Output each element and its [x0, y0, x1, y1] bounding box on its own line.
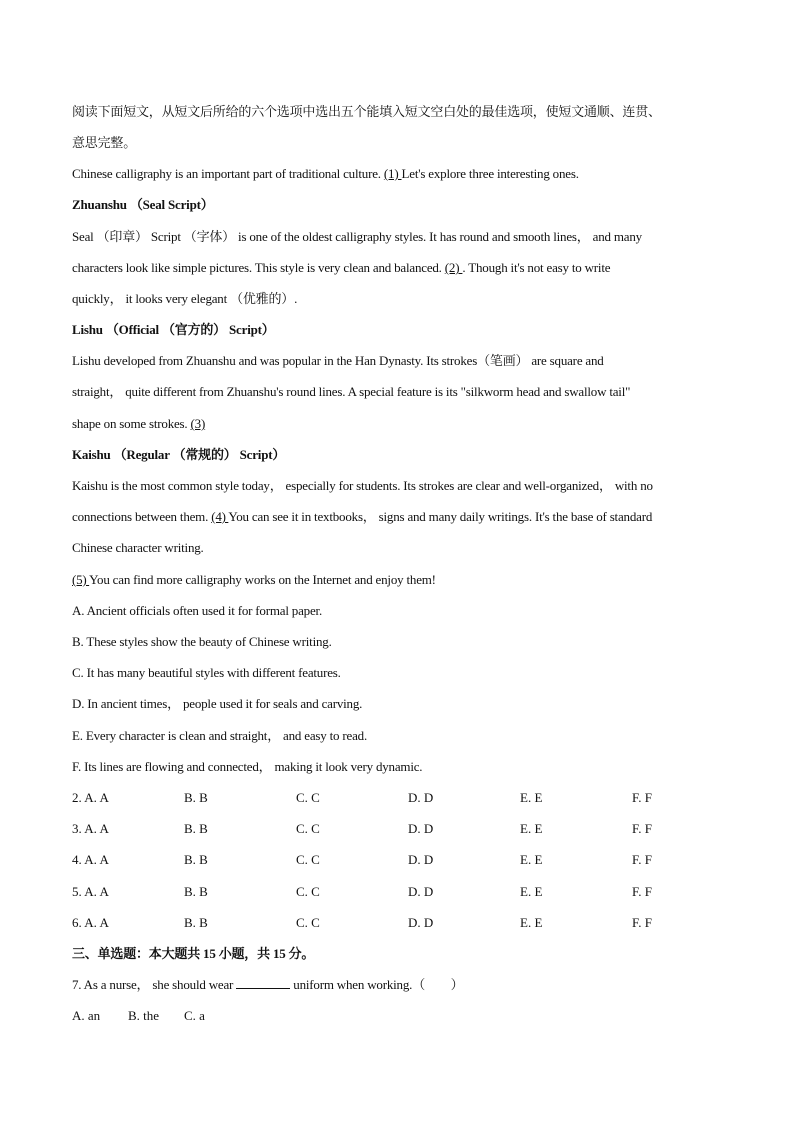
choice-e[interactable]: E. E — [520, 790, 543, 805]
choice-f[interactable]: F. F — [632, 915, 652, 930]
option-b: B. These styles show the beauty of Chinese writing. — [72, 634, 332, 649]
zhuanshu-line-2 — [72, 259, 610, 277]
instruction-line-1: 阅读下面短文，从短文后所给的六个选项中选出五个能填入短文空白处的最佳选项，使短文通顺、连贯、 — [72, 104, 661, 119]
blank-3: (3) — [190, 416, 206, 431]
choice-d[interactable]: D. D — [408, 915, 434, 930]
closing-text: You can find more calligraphy works on the Internet and enjoy them! — [89, 572, 436, 587]
zhuanshu-line-3: quickly， it looks very elegant （优雅的）. — [72, 291, 298, 306]
question-7-option-b[interactable]: B. the — [128, 1008, 160, 1023]
question-7-option-c[interactable]: C. a — [184, 1008, 205, 1023]
kaishu-line-2-after: You can see it in textbooks， signs and many daily writings. It's the base of standard — [228, 509, 653, 524]
kaishu-line-1: Kaishu is the most common style today， especially for students. Its strokes are clear and well-organized， with no — [72, 478, 653, 493]
choice-f[interactable]: F. F — [632, 852, 652, 867]
question-7-options — [72, 1007, 732, 1025]
choice-d[interactable]: D. D — [408, 821, 434, 836]
question-7-stem — [72, 976, 463, 994]
choice-b[interactable]: B. B — [184, 790, 208, 805]
kaishu-line-2 — [72, 508, 652, 526]
kaishu-heading: Kaishu （Regular （常规的） Script） — [72, 447, 286, 462]
choice-a[interactable]: 5. A. A — [72, 884, 109, 899]
choice-row-3 — [72, 820, 732, 838]
option-d: D. In ancient times， people used it for seals and carving. — [72, 696, 363, 711]
choice-b[interactable]: B. B — [184, 915, 208, 930]
choice-c[interactable]: C. C — [296, 821, 320, 836]
intro-paragraph — [72, 165, 579, 183]
choice-b[interactable]: B. B — [184, 852, 208, 867]
option-f: F. Its lines are flowing and connected， making it look very dynamic. — [72, 759, 423, 774]
choice-b[interactable]: B. B — [184, 884, 208, 899]
choice-b[interactable]: B. B — [184, 821, 208, 836]
instruction-line-2: 意思完整。 — [72, 135, 137, 150]
choice-c[interactable]: C. C — [296, 884, 320, 899]
choice-a[interactable]: 2. A. A — [72, 790, 109, 805]
closing-paragraph — [72, 571, 436, 589]
choice-a[interactable]: 4. A. A — [72, 852, 109, 867]
choice-c[interactable]: C. C — [296, 915, 320, 930]
choice-a[interactable]: 3. A. A — [72, 821, 109, 836]
question-7-stem-before: 7. As a nurse， she should wear — [72, 977, 237, 992]
choice-e[interactable]: E. E — [520, 884, 543, 899]
choice-e[interactable]: E. E — [520, 821, 543, 836]
zhuanshu-heading: Zhuanshu （Seal Script） — [72, 197, 214, 212]
lishu-line-3 — [72, 415, 205, 433]
option-a: A. Ancient officials often used it for formal paper. — [72, 603, 323, 618]
kaishu-line-2-before: connections between them. — [72, 509, 212, 524]
section-3-heading: 三、单选题：本大题共 15 小题，共 15 分。 — [72, 946, 315, 961]
choice-c[interactable]: C. C — [296, 852, 320, 867]
option-c: C. It has many beautiful styles with different features. — [72, 665, 341, 680]
blank-4: (4) — [211, 509, 229, 524]
lishu-heading: Lishu （Official （官方的） Script） — [72, 322, 275, 337]
choice-d[interactable]: D. D — [408, 852, 434, 867]
kaishu-line-3: Chinese character writing. — [72, 540, 204, 555]
choice-e[interactable]: E. E — [520, 915, 543, 930]
choice-f[interactable]: F. F — [632, 821, 652, 836]
question-7-option-a[interactable]: A. an — [72, 1008, 101, 1023]
intro-text-after: Let's explore three interesting ones. — [401, 166, 579, 181]
lishu-line-2: straight， quite different from Zhuanshu's round lines. A special feature is its "silkworm head and swallow tail" — [72, 384, 631, 399]
choice-f[interactable]: F. F — [632, 884, 652, 899]
blank-5: (5) — [72, 572, 90, 587]
zhuanshu-line-1: Seal （印章） Script （字体） is one of the oldest calligraphy styles. It has round and smooth lines， and many — [72, 229, 642, 244]
choice-f[interactable]: F. F — [632, 790, 652, 805]
choice-row-6 — [72, 914, 732, 932]
question-7-stem-after: uniform when working.（ ） — [290, 977, 464, 992]
lishu-line-3-before: shape on some strokes. — [72, 416, 191, 431]
choice-e[interactable]: E. E — [520, 852, 543, 867]
choice-row-2 — [72, 789, 732, 807]
zhuanshu-line-2-before: characters look like simple pictures. This style is very clean and balanced. — [72, 260, 445, 275]
lishu-line-1: Lishu developed from Zhuanshu and was popular in the Han Dynasty. Its strokes（笔画） are square and — [72, 353, 604, 368]
choice-row-4 — [72, 851, 732, 869]
option-e: E. Every character is clean and straight， and easy to read. — [72, 728, 368, 743]
choice-d[interactable]: D. D — [408, 884, 434, 899]
choice-c[interactable]: C. C — [296, 790, 320, 805]
choice-a[interactable]: 6. A. A — [72, 915, 109, 930]
answer-blank — [236, 976, 290, 989]
choice-row-5 — [72, 883, 732, 901]
blank-2: (2) — [444, 260, 463, 275]
intro-text-before: Chinese calligraphy is an important part of traditional culture. — [72, 166, 384, 181]
zhuanshu-line-2-after: . Though it's not easy to write — [462, 260, 611, 275]
choice-d[interactable]: D. D — [408, 790, 434, 805]
blank-1: (1) — [383, 166, 402, 181]
